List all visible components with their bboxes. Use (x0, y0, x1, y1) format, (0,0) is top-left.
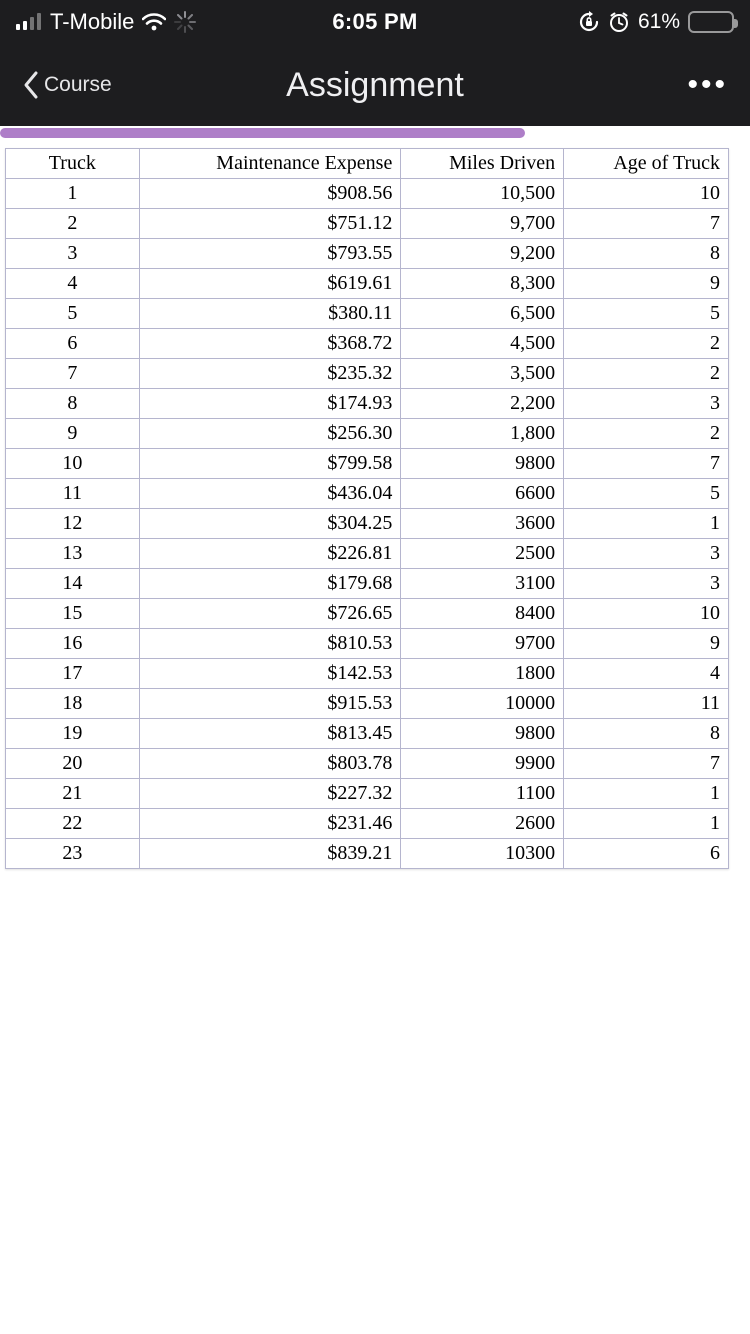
table-row (6, 179, 729, 209)
table-cell: 19 (6, 719, 140, 749)
signal-bars-icon (16, 13, 42, 31)
table-row (6, 659, 729, 689)
clock-label: 6:05 PM (332, 9, 418, 34)
table-cell: 23 (6, 839, 140, 869)
table-cell: $174.93 (139, 389, 401, 419)
table-cell: 8400 (401, 599, 564, 629)
table-cell: $256.30 (139, 419, 401, 449)
table-cell: 18 (6, 689, 140, 719)
battery-icon (688, 11, 734, 33)
table-row (6, 509, 729, 539)
table-cell: 6600 (401, 479, 564, 509)
table-cell: 22 (6, 809, 140, 839)
table-cell: $436.04 (139, 479, 401, 509)
table-cell: 2 (564, 329, 729, 359)
table-row (6, 359, 729, 389)
app-header (0, 0, 750, 126)
orientation-lock-icon (578, 11, 600, 33)
table-row (6, 269, 729, 299)
table-row (6, 629, 729, 659)
table-row (6, 779, 729, 809)
table-row (6, 569, 729, 599)
table-cell: 2,200 (401, 389, 564, 419)
table-cell: 7 (564, 209, 729, 239)
table-cell: 13 (6, 539, 140, 569)
table-cell: 3100 (401, 569, 564, 599)
table-row (6, 689, 729, 719)
table-cell: $803.78 (139, 749, 401, 779)
table-cell: 3 (564, 389, 729, 419)
table-cell: 1100 (401, 779, 564, 809)
table-cell: 21 (6, 779, 140, 809)
table-cell: 5 (564, 299, 729, 329)
table-cell: 10300 (401, 839, 564, 869)
table-cell: 4 (6, 269, 140, 299)
table-cell: 20 (6, 749, 140, 779)
table-cell: 3 (564, 539, 729, 569)
table-cell: 9,200 (401, 239, 564, 269)
table-row (6, 839, 729, 869)
table-header-row (6, 149, 729, 179)
table-cell: 17 (6, 659, 140, 689)
table-cell: $227.32 (139, 779, 401, 809)
table-cell: 12 (6, 509, 140, 539)
table-cell: 4,500 (401, 329, 564, 359)
table-cell: 10 (6, 449, 140, 479)
table-cell: 1,800 (401, 419, 564, 449)
table-cell: 5 (564, 479, 729, 509)
table-cell: $908.56 (139, 179, 401, 209)
table-cell: $235.32 (139, 359, 401, 389)
table-cell: $179.68 (139, 569, 401, 599)
table-cell: 6,500 (401, 299, 564, 329)
column-header-miles: Miles Driven (401, 149, 564, 179)
table-cell: 6 (6, 329, 140, 359)
table-cell: 9 (564, 629, 729, 659)
table-cell: 9700 (401, 629, 564, 659)
table-cell: 14 (6, 569, 140, 599)
table-cell: 1800 (401, 659, 564, 689)
table-cell: 9800 (401, 719, 564, 749)
chevron-left-icon (22, 70, 40, 100)
table-cell: 2 (564, 419, 729, 449)
table-cell: 3 (6, 239, 140, 269)
table-cell: 7 (564, 449, 729, 479)
table-row (6, 449, 729, 479)
table-row (6, 479, 729, 509)
table-cell: 9 (6, 419, 140, 449)
table-cell: $915.53 (139, 689, 401, 719)
table-row (6, 209, 729, 239)
page-title: Assignment (286, 65, 464, 104)
table-row (6, 329, 729, 359)
table-cell: 8 (564, 719, 729, 749)
table-cell: $380.11 (139, 299, 401, 329)
table-cell: 6 (564, 839, 729, 869)
status-bar (0, 0, 750, 44)
table-cell: 2500 (401, 539, 564, 569)
table-cell: 2 (564, 359, 729, 389)
table-cell: 4 (564, 659, 729, 689)
table-cell: 3,500 (401, 359, 564, 389)
table-cell: $619.61 (139, 269, 401, 299)
table-cell: 8 (564, 239, 729, 269)
table-row (6, 599, 729, 629)
table-cell: 1 (564, 809, 729, 839)
progress-fill (0, 128, 525, 138)
table-cell: $793.55 (139, 239, 401, 269)
table-cell: $810.53 (139, 629, 401, 659)
table-cell: $304.25 (139, 509, 401, 539)
table-row (6, 419, 729, 449)
back-button-label: Course (44, 73, 112, 96)
table-row (6, 809, 729, 839)
table-cell: 2600 (401, 809, 564, 839)
table-cell: $751.12 (139, 209, 401, 239)
table-cell: 9800 (401, 449, 564, 479)
table-cell: $226.81 (139, 539, 401, 569)
alarm-clock-icon (608, 11, 630, 33)
battery-nub (734, 19, 738, 28)
table-cell: 9 (564, 269, 729, 299)
table-cell: 10000 (401, 689, 564, 719)
table-cell: 15 (6, 599, 140, 629)
table-cell: 8,300 (401, 269, 564, 299)
table-row (6, 389, 729, 419)
table-body (6, 179, 729, 869)
table-cell: $142.53 (139, 659, 401, 689)
table-cell: 1 (564, 509, 729, 539)
table-cell: 2 (6, 209, 140, 239)
table-row (6, 239, 729, 269)
table-cell: 7 (6, 359, 140, 389)
nav-bar (0, 44, 750, 126)
wifi-icon (142, 13, 166, 31)
column-header-truck: Truck (6, 149, 140, 179)
table-row (6, 719, 729, 749)
table-cell: $368.72 (139, 329, 401, 359)
assignment-data-table (5, 148, 729, 869)
table-cell: 10 (564, 179, 729, 209)
carrier-label: T-Mobile (50, 9, 135, 34)
back-button[interactable] (22, 70, 112, 100)
column-header-age: Age of Truck (564, 149, 729, 179)
table-cell: $839.21 (139, 839, 401, 869)
table-row (6, 539, 729, 569)
status-bar-right (418, 10, 734, 34)
table-cell: 5 (6, 299, 140, 329)
table-cell: 3 (564, 569, 729, 599)
more-menu-button[interactable]: ••• (687, 68, 728, 101)
column-header-expense: Maintenance Expense (139, 149, 401, 179)
table-cell: 8 (6, 389, 140, 419)
table-cell: 3600 (401, 509, 564, 539)
table-row (6, 299, 729, 329)
loading-spinner-icon (174, 11, 196, 33)
progress-track (0, 128, 750, 138)
table-row (6, 749, 729, 779)
table-cell: $231.46 (139, 809, 401, 839)
table-cell: 9,700 (401, 209, 564, 239)
table-cell: 11 (6, 479, 140, 509)
status-bar-left (16, 9, 332, 35)
table-cell: $813.45 (139, 719, 401, 749)
table-cell: $799.58 (139, 449, 401, 479)
table-cell: 10 (564, 599, 729, 629)
table-cell: 1 (6, 179, 140, 209)
table-cell: $726.65 (139, 599, 401, 629)
table-cell: 9900 (401, 749, 564, 779)
table-cell: 10,500 (401, 179, 564, 209)
table-cell: 11 (564, 689, 729, 719)
table-cell: 7 (564, 749, 729, 779)
table-cell: 16 (6, 629, 140, 659)
table-cell: 1 (564, 779, 729, 809)
battery-percent-label: 61% (637, 10, 680, 33)
